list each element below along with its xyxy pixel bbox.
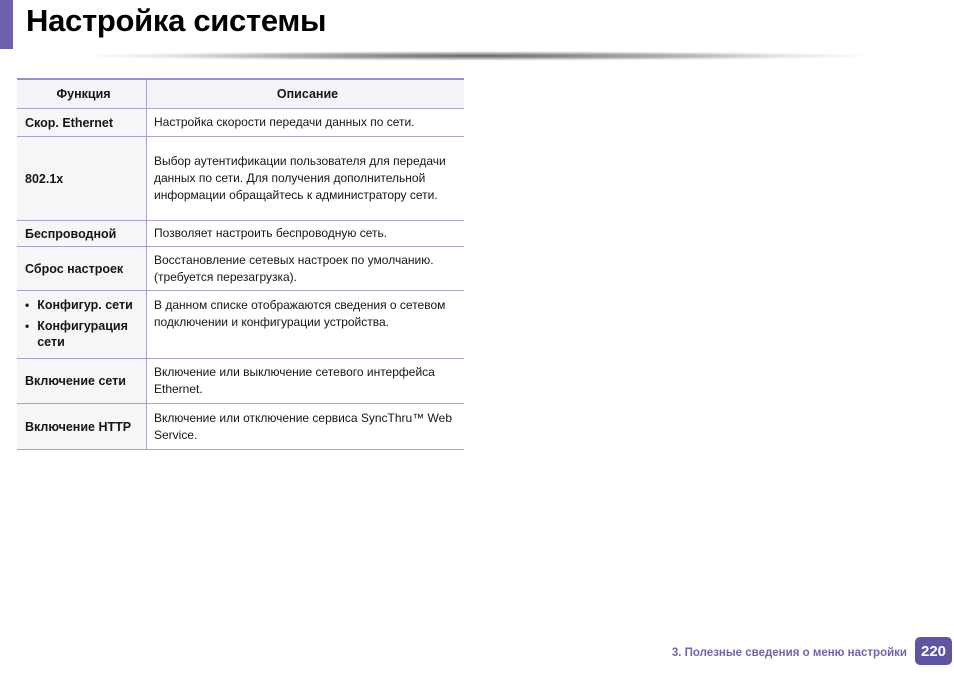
table-row-wireless — [17, 221, 464, 247]
function-cell: 802.1x — [17, 137, 147, 220]
bullet-item — [25, 297, 142, 313]
table-row-reset-settings — [17, 247, 464, 291]
column-header-description: Описание — [147, 80, 464, 108]
table-row-802-1x — [17, 137, 464, 221]
table-row-network-configuration — [17, 291, 464, 359]
footer-chapter-title: 3. Полезные сведения о меню настройки — [671, 647, 907, 659]
footer-page-number-badge: 220 — [915, 637, 952, 665]
system-setup-table — [17, 78, 464, 450]
description-cell: Выбор аутентификации пользователя для передачи данных по сети. Для получения дополнительной информации обращайтесь к администратору сети. — [147, 137, 464, 220]
table-row-http-enable — [17, 404, 464, 450]
table-header-row — [17, 80, 464, 109]
description-cell: Включение или выключение сетевого интерфейса Ethernet. — [147, 359, 464, 403]
description-cell: Восстановление сетевых настроек по умолчанию. (требуется перезагрузка). — [147, 247, 464, 290]
function-cell: Скор. Ethernet — [17, 109, 147, 136]
header-shadow-divider — [0, 49, 954, 64]
function-cell: Включение HTTP — [17, 404, 147, 449]
bullet-icon: • — [25, 298, 30, 312]
bullet-label: Конфигурация сети — [37, 319, 128, 349]
description-cell: Настройка скорости передачи данных по сети. — [147, 109, 464, 136]
bullet-label: Конфигур. сети — [37, 298, 133, 312]
function-cell: Сброс настроек — [17, 247, 147, 290]
function-cell: Включение сети — [17, 359, 147, 403]
description-cell: Позволяет настроить беспроводную сеть. — [147, 221, 464, 246]
table-row-ethernet-speed — [17, 109, 464, 137]
description-cell: Включение или отключение сервиса SyncThru™ Web Service. — [147, 404, 464, 449]
column-header-function: Функция — [17, 80, 147, 108]
bullet-icon: • — [25, 319, 30, 333]
function-bullet-list — [25, 297, 142, 350]
function-cell — [17, 291, 147, 358]
title-accent-bar — [0, 0, 13, 49]
description-cell: В данном списке отображаются сведения о сетевом подключении и конфигурации устройства. — [147, 291, 464, 358]
page-title: Настройка системы — [26, 3, 327, 38]
function-cell: Беспроводной — [17, 221, 147, 246]
table-row-network-enable — [17, 359, 464, 404]
bullet-item — [25, 318, 142, 350]
